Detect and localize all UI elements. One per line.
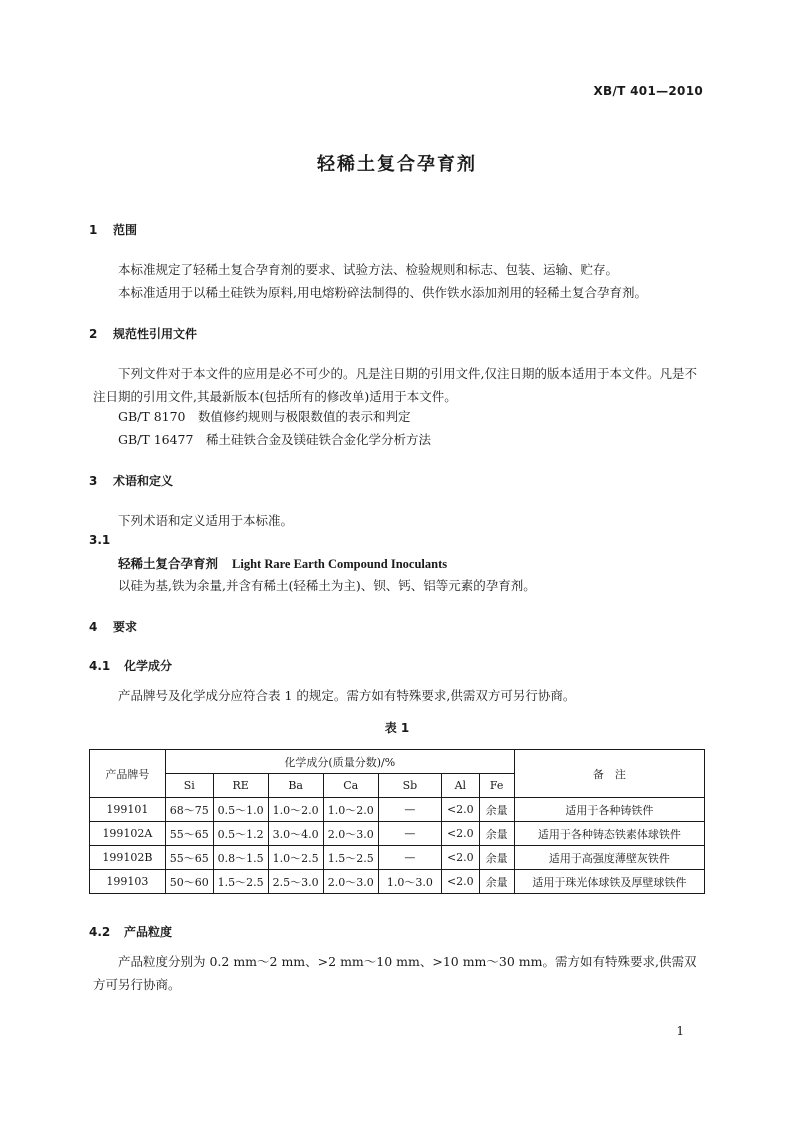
cell-sb: — — [378, 822, 441, 846]
subsection-number: 4.2 — [89, 925, 111, 939]
header-al: Al — [442, 774, 479, 798]
cell-remark: 适用于珠光体球铁及厚壁球铁件 — [514, 870, 704, 894]
page-number: 1 — [676, 1024, 684, 1038]
header-remark: 备 注 — [514, 750, 704, 798]
cell-re: 0.5～1.2 — [213, 822, 268, 846]
cell-sb: — — [378, 798, 441, 822]
section-1-paragraph-2: 本标准适用于以稀土硅铁为原料,用电熔粉碎法制得的、供作铁水添加剂用的轻稀土复合孕育剂。 — [118, 285, 647, 300]
section-4-heading — [89, 618, 137, 635]
header-ca: Ca — [323, 774, 378, 798]
section-2-paragraph: 下列文件对于本文件的应用是必不可少的。凡是注日期的引用文件,仅注日期的版本适用于本文件。凡是不注日期的引用文件,其最新版本(包括所有的修改单)适用于本文件。 — [93, 366, 697, 404]
header-chemical-composition: 化学成分(质量分数)/% — [165, 750, 514, 774]
cell-al: <2.0 — [442, 798, 479, 822]
subsection-title: 化学成分 — [124, 659, 173, 673]
section-3-paragraph: 下列术语和定义适用于本标准。 — [118, 513, 294, 528]
cell-fe: 余量 — [479, 870, 514, 894]
table-row — [90, 822, 705, 846]
cell-ca: 2.0～3.0 — [323, 822, 378, 846]
cell-ca: 1.0～2.0 — [323, 798, 378, 822]
standard-number: XB/T 401—2010 — [593, 84, 703, 98]
section-3-heading — [89, 472, 173, 489]
header-si: Si — [165, 774, 213, 798]
subsection-4-1-paragraph: 产品牌号及化学成分应符合表 1 的规定。需方如有特殊要求,供需双方可另行协商。 — [118, 688, 576, 703]
section-number: 3 — [89, 474, 98, 488]
cell-re: 1.5～2.5 — [213, 870, 268, 894]
section-1-paragraph-1: 本标准规定了轻稀土复合孕育剂的要求、试验方法、检验规则和标志、包装、运输、贮存。 — [118, 262, 619, 277]
cell-ba: 3.0～4.0 — [268, 822, 323, 846]
cell-si: 68～75 — [165, 798, 213, 822]
section-title: 范围 — [113, 223, 138, 237]
cell-ca: 1.5～2.5 — [323, 846, 378, 870]
section-number: 4 — [89, 620, 98, 634]
section-number: 1 — [89, 223, 98, 237]
composition-table — [89, 749, 705, 894]
section-number: 2 — [89, 327, 98, 341]
cell-ba: 2.5～3.0 — [268, 870, 323, 894]
reference-gbt16477: GB/T 16477 稀土硅铁合金及镁硅铁合金化学分析方法 — [118, 432, 431, 447]
term-entry — [118, 552, 447, 576]
cell-si: 50～60 — [165, 870, 213, 894]
cell-sb: 1.0～3.0 — [378, 870, 441, 894]
cell-remark: 适用于高强度薄壁灰铁件 — [514, 846, 704, 870]
cell-remark: 适用于各种铸铁件 — [514, 798, 704, 822]
cell-fe: 余量 — [479, 798, 514, 822]
cell-fe: 余量 — [479, 846, 514, 870]
section-title: 要求 — [113, 620, 138, 634]
cell-ca: 2.0～3.0 — [323, 870, 378, 894]
cell-remark: 适用于各种铸态铁素体球铁件 — [514, 822, 704, 846]
subsection-4-2-heading — [89, 923, 172, 940]
document-title: 轻稀土复合孕育剂 — [317, 154, 477, 175]
cell-al: <2.0 — [442, 870, 479, 894]
header-brand: 产品牌号 — [90, 750, 166, 798]
term-english: Light Rare Earth Compound Inoculants — [232, 557, 448, 571]
cell-re: 0.8～1.5 — [213, 846, 268, 870]
section-title: 规范性引用文件 — [113, 327, 198, 341]
header-re: RE — [213, 774, 268, 798]
cell-brand: 199102B — [90, 846, 166, 870]
cell-ba: 1.0～2.0 — [268, 798, 323, 822]
section-2-heading — [89, 325, 197, 342]
cell-brand: 199102A — [90, 822, 166, 846]
reference-gbt8170: GB/T 8170 数值修约规则与极限数值的表示和判定 — [118, 409, 411, 424]
header-ba: Ba — [268, 774, 323, 798]
section-title: 术语和定义 — [113, 474, 174, 488]
header-fe: Fe — [479, 774, 514, 798]
subsection-4-1-heading — [89, 657, 172, 674]
subsection-4-2-paragraph: 产品粒度分别为 0.2 mm～2 mm、>2 mm～10 mm、>10 mm～30 mm。需方如有特殊要求,供需双方可另行协商。 — [93, 954, 697, 992]
table-row — [90, 870, 705, 894]
cell-fe: 余量 — [479, 822, 514, 846]
subsection-3-1-number: 3.1 — [89, 533, 111, 547]
header-sb: Sb — [378, 774, 441, 798]
cell-brand: 199103 — [90, 870, 166, 894]
table-row — [90, 846, 705, 870]
cell-al: <2.0 — [442, 846, 479, 870]
term-definition: 以硅为基,铁为余量,并含有稀土(轻稀土为主)、钡、钙、铝等元素的孕育剂。 — [118, 578, 536, 593]
cell-re: 0.5～1.0 — [213, 798, 268, 822]
table-row — [90, 798, 705, 822]
section-1-heading — [89, 221, 137, 238]
subsection-number: 4.1 — [89, 659, 111, 673]
term-chinese: 轻稀土复合孕育剂 — [118, 556, 219, 571]
cell-sb: — — [378, 846, 441, 870]
cell-si: 55～65 — [165, 846, 213, 870]
cell-si: 55～65 — [165, 822, 213, 846]
subsection-title: 产品粒度 — [124, 925, 173, 939]
cell-al: <2.0 — [442, 822, 479, 846]
cell-brand: 199101 — [90, 798, 166, 822]
table-caption: 表 1 — [384, 721, 410, 735]
cell-ba: 1.0～2.5 — [268, 846, 323, 870]
